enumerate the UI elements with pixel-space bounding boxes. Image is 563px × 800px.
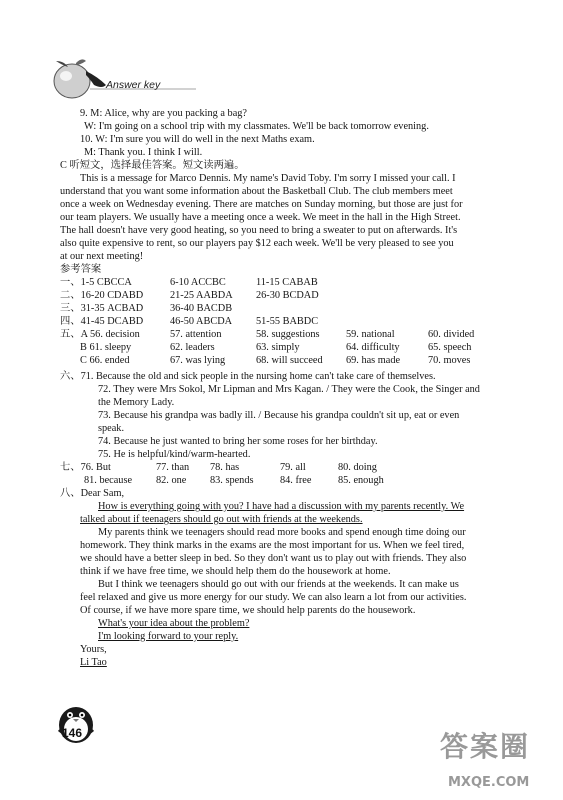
answer-row bbox=[60, 328, 500, 341]
dialog-line: 10. W: I'm sure you will do well in the next Maths exam. bbox=[80, 134, 315, 145]
answer-cell: 三、31-35 ACBAD bbox=[60, 303, 144, 314]
answer-cell: 83. spends bbox=[210, 475, 254, 486]
answer-row bbox=[60, 276, 500, 289]
answer-cell: 78. has bbox=[210, 462, 240, 473]
letter-greeting: 八、Dear Sam, bbox=[60, 488, 125, 499]
section-c-heading: C 听短文，选择最佳答案。短文读两遍。 bbox=[60, 160, 245, 171]
section-seven-row bbox=[60, 474, 500, 487]
page-number: 146 bbox=[62, 726, 83, 740]
answer-cell: 四、41-45 DCABD bbox=[60, 316, 144, 327]
answer-cell: 60. divided bbox=[428, 329, 475, 340]
section-seven-row bbox=[60, 461, 500, 474]
answer-cell: 79. all bbox=[280, 462, 306, 473]
dialog-line: 9. M: Alice, why are you packing a bag? bbox=[80, 108, 247, 119]
answer-cell: 五、A 56. decision bbox=[60, 329, 140, 340]
answer-row bbox=[60, 302, 500, 315]
underlined-text: talked about if teenagers should go out with friends at the weekends. bbox=[80, 514, 363, 525]
answer-cell: 57. attention bbox=[170, 329, 222, 340]
section-six-line: 75. He is helpful/kind/warm-hearted. bbox=[98, 449, 251, 460]
underlined-text: How is everything going with you? I have had a discussion with my parents recently. We bbox=[98, 501, 465, 512]
answer-cell: 21-25 AABDA bbox=[170, 290, 233, 301]
answer-cell: 77. than bbox=[156, 462, 190, 473]
answer-cell: 七、76. But bbox=[60, 462, 111, 473]
answer-cell: 81. because bbox=[84, 475, 133, 486]
answer-cell: 11-15 CABAB bbox=[256, 277, 318, 288]
letter-line: think if we have free time, we should help them do the housework at home. bbox=[80, 566, 391, 577]
letter-line: we should have a better sleep in bed. So they don't want us to play out with friends. They also bbox=[80, 553, 467, 564]
answer-cell: 二、16-20 CDABD bbox=[60, 290, 144, 301]
letter-intro-line bbox=[60, 500, 500, 513]
answer-cell: 68. will succeed bbox=[256, 355, 323, 366]
underlined-text: Li Tao bbox=[80, 657, 107, 668]
letter-line: feel relaxed and give us more energy for our study. We can also learn a lot from our activities. bbox=[80, 592, 467, 603]
letter-signoff: Yours, bbox=[80, 644, 107, 655]
section-six-line: 72. They were Mrs Sokol, Mr Lipman and Mrs Kagan. / They were the Cook, the Singer and bbox=[98, 384, 480, 395]
dialog-line: M: Thank you. I think I will. bbox=[84, 147, 203, 158]
passage-line: The hall doesn't have very good heating, so you need to bring a sweater to put on afterwards. It's bbox=[60, 225, 458, 236]
passage-line: This is a message for Marco Dennis. My name's David Toby. I'm sorry I missed your call. I bbox=[80, 173, 456, 184]
answer-cell: 64. difficulty bbox=[346, 342, 400, 353]
watermark-logo-text: 答案圈 bbox=[440, 730, 531, 763]
letter-name bbox=[60, 656, 500, 669]
underlined-text: What's your idea about the problem? bbox=[98, 618, 250, 629]
section-six-line: 74. Because he just wanted to bring her some roses for her birthday. bbox=[98, 436, 378, 447]
answer-row bbox=[60, 354, 500, 367]
answer-cell: 67. was lying bbox=[170, 355, 226, 366]
letter-closing-line bbox=[60, 630, 500, 643]
answer-cell: 80. doing bbox=[338, 462, 377, 473]
section-six-line: speak. bbox=[98, 423, 125, 434]
answer-cell: C 66. ended bbox=[80, 355, 130, 366]
letter-line: Of course, if we have more spare time, we should help parents do the housework. bbox=[80, 605, 416, 616]
section-six-line: the Memory Lady. bbox=[98, 397, 175, 408]
section-six-line: 六、71. Because the old and sick people in the nursing home can't take care of themselves. bbox=[60, 371, 436, 382]
answer-row bbox=[60, 341, 500, 354]
passage-line: at our next meeting! bbox=[60, 251, 144, 262]
letter-closing-line bbox=[60, 617, 500, 630]
header-label: Answer key bbox=[106, 79, 161, 91]
answer-row bbox=[60, 315, 500, 328]
answer-cell: 69. has made bbox=[346, 355, 401, 366]
letter-line: homework. They think marks in the exams are the most important for us. When we feel tired, bbox=[80, 540, 465, 551]
answer-cell: B 61. sleepy bbox=[80, 342, 132, 353]
answer-cell: 51-55 BABDC bbox=[256, 316, 319, 327]
watermark-url: MXQE.COM bbox=[448, 775, 530, 790]
answer-cell: 70. moves bbox=[428, 355, 471, 366]
answer-cell: 85. enough bbox=[338, 475, 384, 486]
answers-heading: 参考答案 bbox=[60, 264, 102, 275]
passage-line: also quite expensive to rent, so our players pay $12 each week. We'll be very pleased to see you bbox=[60, 238, 454, 249]
answer-cell: 65. speech bbox=[428, 342, 472, 353]
answer-cell: 6-10 ACCBC bbox=[170, 277, 226, 288]
answer-cell: 62. leaders bbox=[170, 342, 215, 353]
letter-line: My parents think we teenagers should read more books and spend enough time doing our bbox=[98, 527, 466, 538]
letter-line: But I think we teenagers should go out with our friends at the weekends. It can make us bbox=[98, 579, 459, 590]
passage-line: understand that you want some information about the Basketball Club. The club members meet bbox=[60, 186, 453, 197]
passage-line: our team players. We usually have a meeting once a week. We meet in the hall in the High Street. bbox=[60, 212, 461, 223]
answer-cell: 82. one bbox=[156, 475, 187, 486]
answer-cell: 一、1-5 CBCCA bbox=[60, 277, 132, 288]
answer-cell: 63. simply bbox=[256, 342, 300, 353]
answer-cell: 46-50 ABCDA bbox=[170, 316, 233, 327]
letter-intro-line bbox=[60, 513, 500, 526]
answer-cell: 59. national bbox=[346, 329, 395, 340]
answer-cell: 84. free bbox=[280, 475, 312, 486]
dialog-line: W: I'm going on a school trip with my classmates. We'll be back tomorrow evening. bbox=[84, 121, 429, 132]
underlined-text: I'm looking forward to your reply. bbox=[98, 631, 239, 642]
section-six-line: 73. Because his grandpa was badly ill. / Because his grandpa couldn't sit up, eat or even bbox=[98, 410, 460, 421]
passage-line: once a week on Wednesday evening. There are matches on Sunday morning, but those are just for bbox=[60, 199, 463, 210]
answer-cell: 58. suggestions bbox=[256, 329, 320, 340]
document-body bbox=[60, 107, 500, 669]
answer-cell: 36-40 BACDB bbox=[170, 303, 233, 314]
answer-row bbox=[60, 289, 500, 302]
answer-cell: 26-30 BCDAD bbox=[256, 290, 319, 301]
